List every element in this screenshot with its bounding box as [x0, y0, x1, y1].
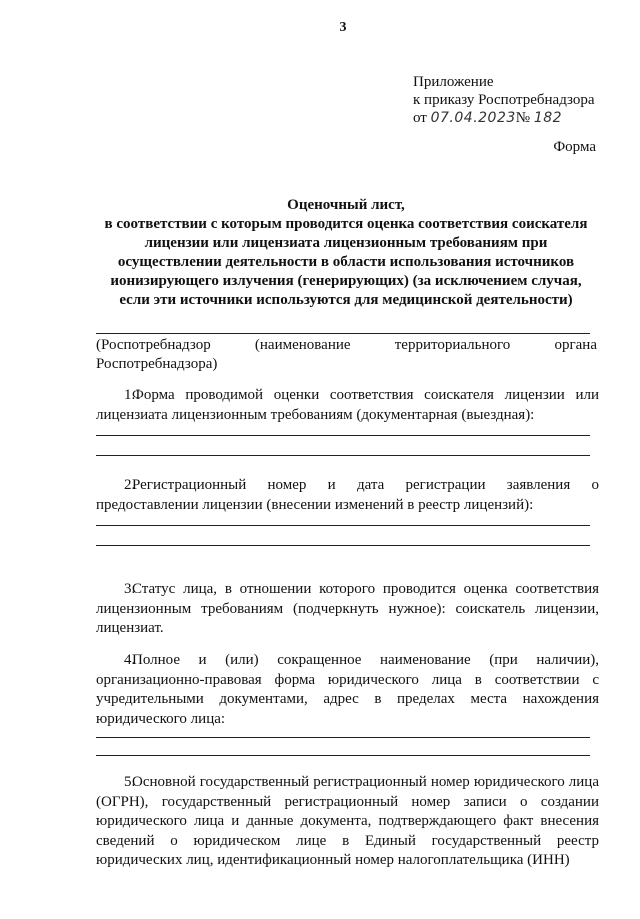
authority-word-3: территориального	[394, 337, 511, 353]
number-sign: №	[515, 110, 531, 126]
section-4-text: Полное и (или) сокращенное наименование (при наличии), организационно-правовая форма юридического лица в соответствии с учредительными документами, адрес в пределах места нахождения юридического лица:	[96, 652, 599, 727]
section-2-text: Регистрационный номер и дата регистрации заявления о предоставлении лицензии (внесении изменений в реестр лицензий):	[96, 477, 599, 513]
section-4-fill-line-1[interactable]	[96, 737, 590, 738]
section-2	[96, 476, 599, 515]
authority-word-4: органа	[554, 337, 597, 353]
section-1	[96, 386, 599, 425]
authority-fill-line[interactable]	[96, 333, 590, 334]
appendix-line-3	[413, 109, 595, 127]
form-label: Форма	[553, 139, 596, 155]
page-number: 3	[339, 20, 347, 35]
section-4	[96, 651, 599, 729]
section-3-text: Статус лица, в отношении которого проводится оценка соответствия лицензионным требованиям (подчеркнуть нужное): соискатель лицензии, лицензиат.	[96, 581, 599, 636]
authority-word-1: (Роспотребнадзор	[96, 337, 211, 353]
section-4-fill-line-2[interactable]	[96, 755, 590, 756]
section-1-text: Форма проводимой оценки соответствия соискателя лицензии или лицензиата лицензионным требованиям (документарная (выездная):	[96, 387, 599, 423]
title-line-5: ионизирующего излучения (генерирующих) (за исключением случая,	[110, 273, 582, 289]
document-title	[92, 196, 600, 310]
section-1-number: 1.	[124, 387, 136, 403]
section-5-number: 5.	[124, 774, 136, 790]
title-line-3: лицензии или лицензиата лицензионным требованиям при	[144, 235, 548, 251]
title-line-6: если эти источники используются для медицинской деятельности)	[119, 292, 573, 308]
appendix-line-2: к приказу Роспотребнадзора	[413, 92, 595, 108]
section-3	[96, 580, 599, 639]
handwritten-date: 07.04.2023	[430, 110, 516, 126]
title-line-4: осуществлении деятельности в области использования источников	[117, 254, 575, 270]
authority-caption	[96, 336, 597, 374]
appendix-from-label: от	[413, 110, 427, 126]
title-line-1: Оценочный лист,	[287, 197, 405, 213]
authority-line-2: Роспотребнадзора)	[96, 356, 218, 372]
authority-word-2: (наименование	[254, 337, 351, 353]
section-1-fill-line-2[interactable]	[96, 455, 590, 456]
title-line-2: в соответствии с которым проводится оценка соответствия соискателя	[104, 216, 588, 232]
section-4-number: 4.	[124, 652, 136, 668]
section-2-number: 2.	[124, 477, 136, 493]
section-2-fill-line-1[interactable]	[96, 525, 590, 526]
section-2-fill-line-2[interactable]	[96, 545, 590, 546]
section-5-text: Основной государственный регистрационный номер юридического лица (ОГРН), государственный регистрационный номер записи о создании юридического лица и данные документа, подтверждающего факт внесения сведений о юридическом лице в Единый государственный реестр юридических лиц, идентификационный номер налогоплательщика (ИНН)	[96, 774, 599, 868]
handwritten-number: 182	[533, 110, 563, 126]
section-5	[96, 773, 599, 871]
appendix-line-1: Приложение	[413, 74, 494, 90]
appendix-block	[413, 73, 595, 127]
section-1-fill-line-1[interactable]	[96, 435, 590, 436]
section-3-number: 3.	[124, 581, 136, 597]
